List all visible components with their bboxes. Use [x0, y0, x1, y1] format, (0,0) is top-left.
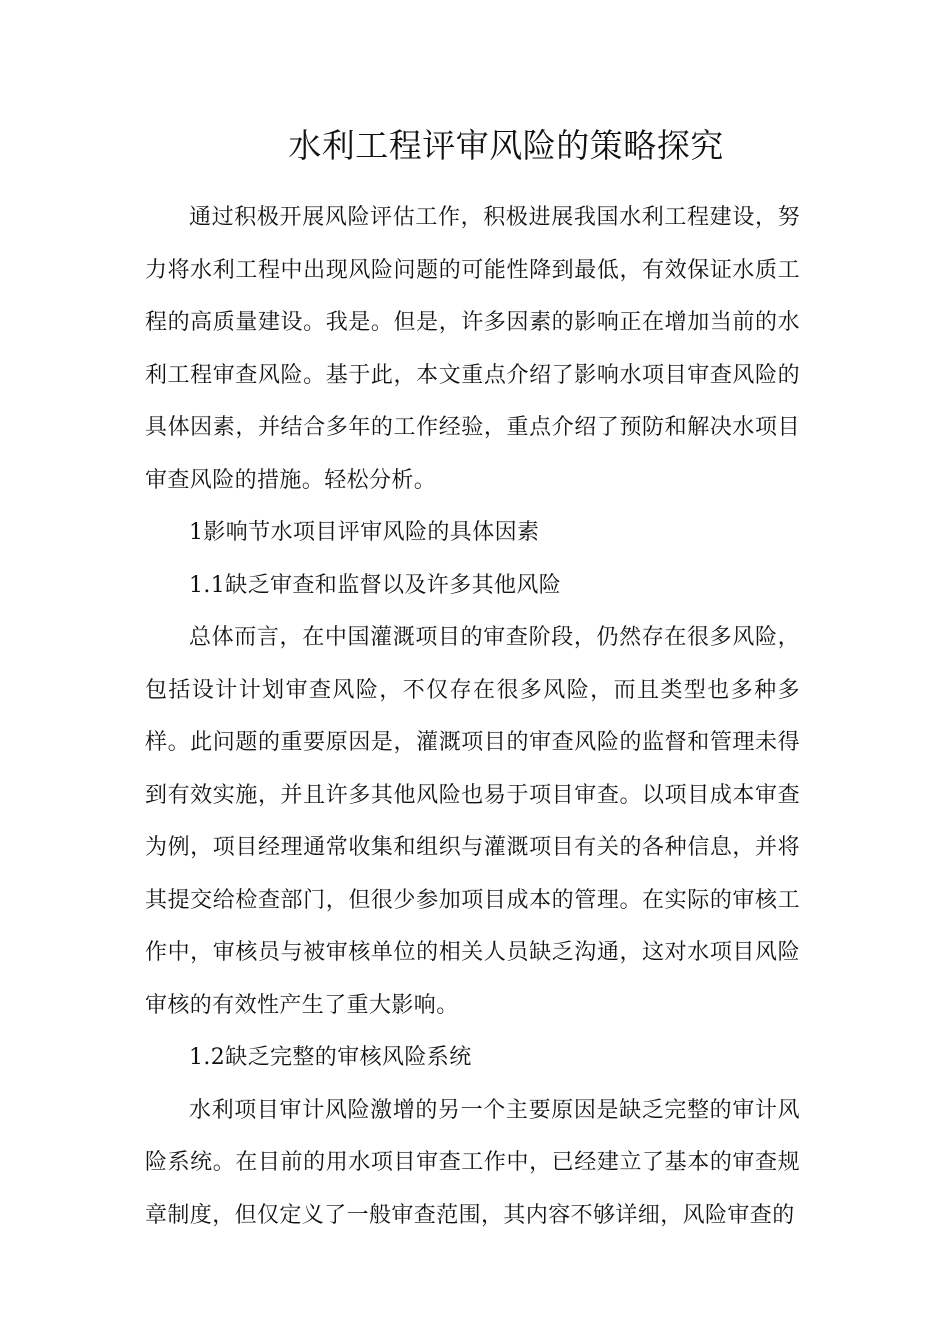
paragraph-1-1: 总体而言，在中国灌溉项目的审查阶段，仍然存在很多风险，包括设计计划审查风险，不仅存在很多风险，而且类型也多种多样。此问题的重要原因是，灌溉项目的审查风险的监督和管理未得到有效实施，并且许多其他风险也易于项目审查。以项目成本审查为例，项目经理通常收集和组织与灌溉项目有关的各种信息，并将其提交给检查部门，但很少参加项目成本的管理。在实际的审核工作中，审核员与被审核单位的相关人员缺乏沟通，这对水项目风险审核的有效性产生了重大影响。: [145, 625, 800, 1018]
subsection-heading-1-2: 1.2缺乏完整的审核风险系统: [189, 1045, 472, 1070]
section-heading-1: 1影响节水项目评审风险的具体因素: [189, 520, 540, 545]
intro-paragraph: 通过积极开展风险评估工作，积极进展我国水利工程建设，努力将水利工程中出现风险问题的可能性降到最低，有效保证水质工程的高质量建设。我是。但是，许多因素的影响正在增加当前的水利工程审查风险。基于此，本文重点介绍了影响水项目审查风险的具体因素，并结合多年的工作经验，重点介绍了预防和解决水项目审查风险的措施。轻松分析。: [145, 205, 800, 493]
subsection-heading-1-1: 1.1缺乏审查和监督以及许多其他风险: [189, 572, 562, 598]
document-body: [145, 192, 800, 1242]
paragraph-1-2: 水利项目审计风险激增的另一个主要原因是缺乏完整的审计风险系统。在目前的用水项目审查工作中，已经建立了基本的审查规章制度，但仅定义了一般审查范围，其内容不够详细，风险审查的: [145, 1097, 800, 1228]
document-title: 水利工程评审风险的策略探究: [288, 126, 724, 165]
